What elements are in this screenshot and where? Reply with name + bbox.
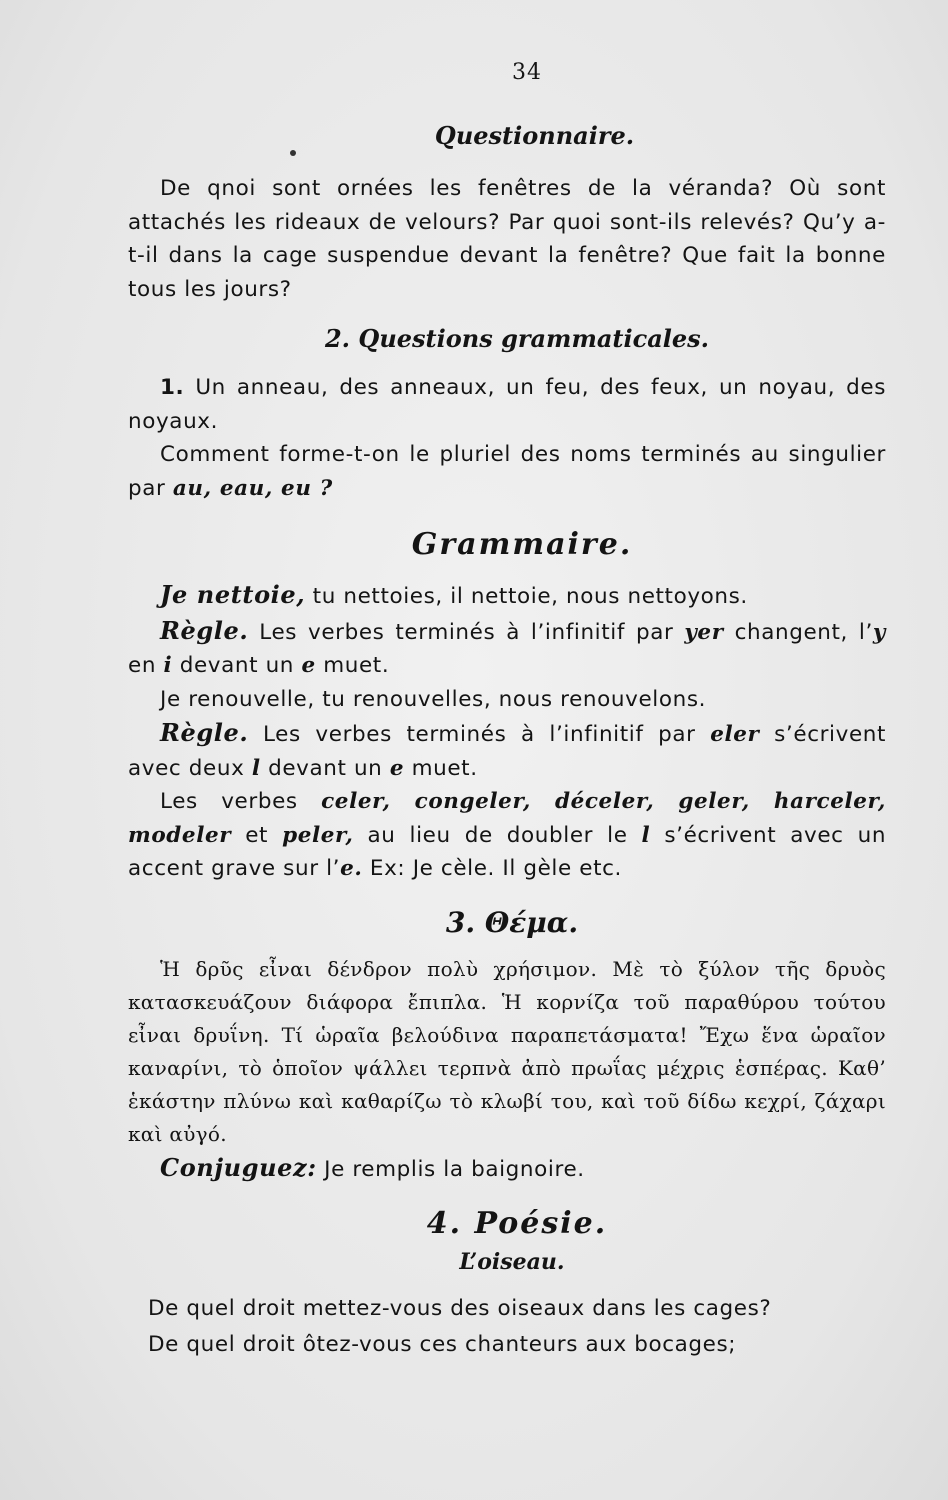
grammaire-title: Grammaire. — [411, 527, 633, 562]
rule-letter: i — [163, 653, 173, 678]
exception-verbs: celer, congeler, déceler, geler, harceler, modeler — [128, 789, 886, 848]
questionnaire-text: De qnoi sont ornées les fenêtres de la véranda? Où sont attachés les rideaux de velours? Par quoi sont-ils relevés? Qu’y a-t-il dans la cage suspendue devant la fenêtre? Que fait la bonne tous les jours? — [128, 176, 886, 302]
rule-letter: l — [641, 822, 651, 848]
theme-text: Ἡ δρῦς εἶναι δένδρον πολὺ χρήσιμον. Μὲ τὸ ξύλον τῆς δρυὸς κατασκευάζουν διάφορα ἔπιπλα. Ἡ κορνίζα τοῦ παραθύρου τούτου εἶναι δρυΐνη. Τί ὡραῖα βελούδινα παραπετάσματα! Ἔχω ἕνα ὡραῖον καναρίνι, τὸ ὁποῖον ψάλλει τερπνὰ ἀπὸ πρωΐας μέχρις ἑσπέρας. Καθ’ ἑκάστην πλύνω καὶ καθαρίζω τὸ κλωβί του, καὶ τοῦ δίδω κεχρί, ζάχαρι καὶ αὐγό. — [128, 956, 886, 1146]
poem-line: De quel droit ôtez-vous ces chanteurs aux bocages; — [148, 1332, 737, 1357]
rule-text: s’écrivent avec deux — [128, 722, 887, 781]
rule-text: en — [128, 653, 157, 678]
rule-text: au lieu de doubler le — [367, 822, 628, 848]
poem-line: De quel droit mettez-vous des oiseaux dans les cages? — [148, 1296, 772, 1321]
rule-letter: e — [389, 755, 405, 781]
rule-text: muet. — [323, 653, 390, 678]
rule-letter: y — [872, 619, 886, 645]
rule-text: Les verbes — [160, 789, 298, 814]
rule-text: devant un — [179, 653, 295, 678]
conjuguez-line — [128, 1151, 886, 1187]
rule-exceptions — [128, 785, 886, 886]
rule-letter: l — [251, 755, 261, 781]
rule-ending: yer — [684, 619, 724, 645]
rule-text: muet. — [411, 755, 478, 781]
questionnaire-title: Questionnaire. — [434, 121, 635, 150]
grammar-questions-title — [128, 324, 886, 353]
poem-title: L’oiseau. — [459, 1249, 565, 1275]
comment-text: Comment forme-t-on le pluriel des noms terminés au singulier par — [128, 442, 886, 501]
rule-text: Les verbes terminés à l’infinitif par — [262, 722, 696, 747]
rule-text: et — [245, 822, 269, 848]
rule-letter: e. — [340, 856, 363, 881]
rule-yer — [128, 614, 886, 683]
rule-text: Les verbes terminés à l’infinitif par — [259, 619, 674, 645]
rule-text: devant un — [268, 755, 383, 781]
grammar-question-item — [128, 371, 886, 438]
example-nettoyer — [128, 578, 886, 614]
page-number: 34 — [512, 60, 542, 85]
item-number: 1. — [160, 375, 185, 400]
section-title-text: Questions grammaticales. — [358, 324, 710, 353]
rule-example: Ex: Je cèle. Il gèle etc. — [369, 856, 622, 881]
rule-letter: e — [301, 653, 316, 678]
section-number: 2. — [324, 324, 351, 353]
rule-text: s’écrivent avec un accent grave sur l’ — [128, 822, 887, 881]
ink-speck — [290, 150, 296, 156]
rule-eler — [128, 716, 886, 785]
example-head: Je nettoie, — [160, 580, 306, 609]
poem — [128, 1291, 886, 1363]
theme-title: 3. Θέμα. — [445, 905, 579, 939]
rule-text: changent, l’ — [734, 619, 873, 645]
conjuguez-text: Je remplis la baignoire. — [324, 1156, 585, 1182]
rule-label: Règle. — [160, 718, 249, 747]
conjuguez-label: Conjuguez: — [160, 1152, 317, 1182]
grammar-question-comment — [128, 438, 886, 505]
exception-verb-last: peler, — [282, 822, 354, 848]
rule-ending: eler — [710, 722, 760, 747]
item-text: Un anneau, des anneaux, un feu, des feux, un noyau, des noyaux. — [128, 375, 887, 434]
example-renouveler: Je renouvelle, tu renouvelles, nous renouvelons. — [160, 686, 707, 712]
poesie-title: 4. Poésie. — [426, 1206, 608, 1241]
example-rest: tu nettoies, il nettoie, nous nettoyons. — [312, 584, 748, 609]
rule-label: Règle. — [160, 615, 249, 645]
comment-endings: au, eau, eu ? — [172, 475, 333, 501]
